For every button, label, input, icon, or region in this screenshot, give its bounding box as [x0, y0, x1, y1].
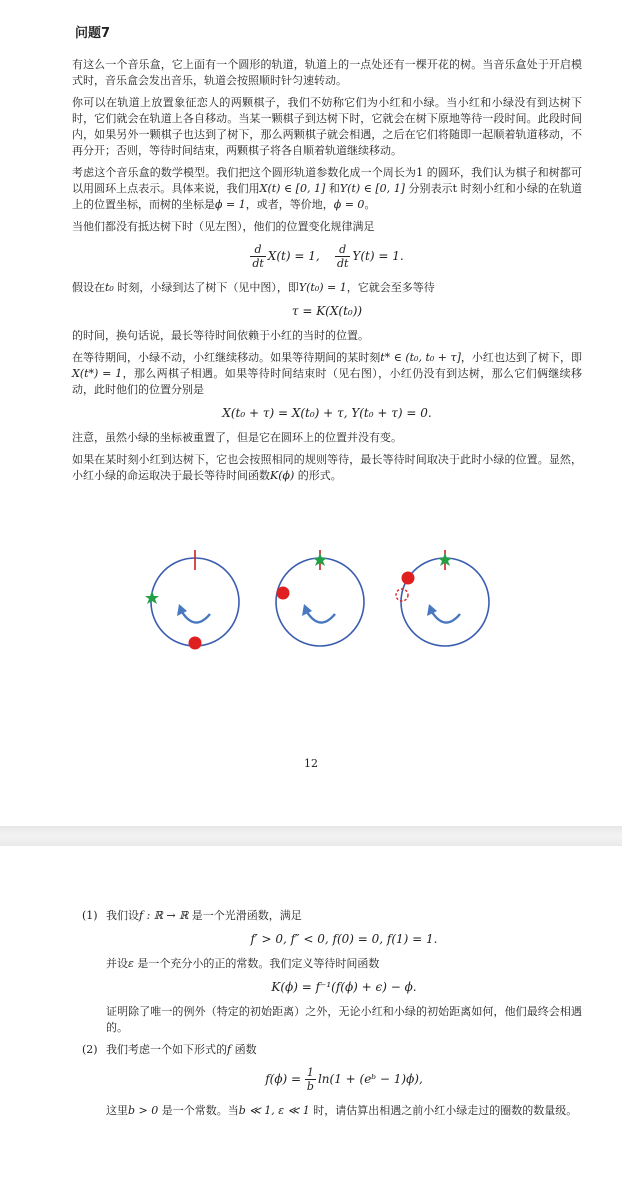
- arrow-head-icon: [177, 604, 187, 616]
- text: 和: [325, 182, 340, 195]
- text: 假设在: [72, 281, 105, 294]
- track-circle: [151, 558, 239, 646]
- text: 的形式。: [294, 469, 342, 482]
- page-number: 12: [304, 757, 318, 770]
- question-label: (1): [82, 909, 98, 922]
- text: 我们考虑一个如下形式的: [106, 1043, 227, 1056]
- paragraph-intro: 有这么一个音乐盒，它上面有一个圆形的轨道，轨道上的一点处还有一棵开花的树。当音乐盒处于开启模式时，音乐盒会发出音乐，轨道会按照顺时针匀速转动。: [72, 58, 582, 87]
- clockwise-arrow-icon: [432, 612, 460, 623]
- math: Y(t) ∈ [0, 1]: [339, 182, 405, 195]
- text: 是一个光滑函数，满足: [188, 909, 302, 922]
- math: ϕ = 0: [333, 198, 365, 211]
- page-gap: [0, 826, 622, 846]
- frac-den: dt: [336, 257, 349, 270]
- frac-num: d: [250, 243, 265, 257]
- text: 。: [364, 198, 376, 211]
- figure-middle: [265, 540, 375, 660]
- frac-den: b: [306, 1080, 314, 1093]
- equation-tau: τ = K(X(t₀)): [291, 304, 363, 318]
- eq-rhs: ln(1 + (eᵇ − 1)ϕ),: [317, 1072, 423, 1086]
- paragraph-model: [72, 165, 582, 213]
- clockwise-arrow-icon: [182, 612, 210, 623]
- problem-body: [72, 22, 582, 490]
- math: t* ∈ (t₀, t₀ + τ]: [380, 351, 461, 364]
- fraction-d-dt: [335, 243, 350, 270]
- equation-velocity: [72, 243, 582, 270]
- paragraph-pieces: 你可以在轨道上放置象征恋人的两颗棋子，我们不妨称它们为小红和小绿。当小红和小绿没有到达树下时，它们就会在轨道上各自移动。当某一颗棋子到达树下时，它就会在树下原地等待一段时间。此段时间内，如果另外一颗棋子也达到了树下，那么两颗棋子就会相遇，之后在它们将随即一起顺着轨道移动，不再分开；否则，等待时间结束，两颗棋子将各自顺着轨道继续移动。: [72, 96, 582, 157]
- math: ϕ = 1: [215, 198, 246, 211]
- fraction-1-b: [305, 1066, 316, 1093]
- paragraph-note: 注意，虽然小绿的坐标被重置了，但是它在圆环上的位置并没有变。: [72, 431, 402, 444]
- track-circle: [401, 558, 489, 646]
- equation-f-log: [106, 1066, 582, 1093]
- math: ε: [128, 957, 134, 970]
- fraction-d-dt: [250, 243, 265, 270]
- math: f : ℝ → ℝ: [139, 909, 189, 922]
- red-piece: [402, 572, 415, 585]
- math: X(t) ∈ [0, 1]: [259, 182, 326, 195]
- math: b ≪ 1, ε ≪ 1: [238, 1104, 310, 1117]
- text: ，那么两棋子相遇。如果等待时间结束时（见右图），小红仍没有到达树，那么它们俩继续移动，此时他们的位置分别是: [72, 367, 583, 396]
- text: 在等待期间，小绿不动，小红继续移动。如果等待期间的某时刻: [72, 351, 381, 364]
- question-text: [106, 1042, 582, 1058]
- paragraph-waiting: [72, 350, 582, 398]
- paragraph-wait: 的时间，换句话说，最长等待时间依赖于小红的当时的位置。: [72, 329, 369, 342]
- text: 这里: [106, 1104, 128, 1117]
- clockwise-arrow-icon: [307, 612, 335, 623]
- text: 时，请估算出相遇之前小红小绿走过的圈数的数量级。: [309, 1104, 578, 1117]
- text: 考虑这个音乐盒的数学模型。我们把这个圆形轨道参数化成一个周长为1 的圆环，我们认为棋子和树都可以用圆环上点表示。具体来说，我们用: [72, 166, 582, 195]
- question-text: [106, 1103, 582, 1119]
- frac-den: dt: [252, 257, 264, 270]
- problem-title: 问题7: [75, 26, 111, 41]
- math: f: [227, 1043, 232, 1056]
- frac-num: d: [335, 243, 350, 257]
- equation-f-conditions: f′ > 0, f″ < 0, f(0) = 0, f(1) = 1.: [250, 932, 438, 946]
- track-circle: [276, 558, 364, 646]
- text: 如果在某时刻小红到达树下，它也会按照相同的规则等待，最长等待时间取决于此时小绿的位置。显然，小红小绿的命运取决于最长等待时间函数: [72, 453, 582, 482]
- question-text: [106, 908, 582, 924]
- question-text: 证明除了唯一的例外（特定的初始距离）之外，无论小红和小绿的初始距离如何，他们最终会相遇的。: [106, 1005, 582, 1034]
- arrow-head-icon: [302, 604, 312, 616]
- paragraph-arrival: [72, 280, 582, 296]
- figure-right: [390, 540, 500, 660]
- text: ，小红也达到了树下，即: [460, 351, 583, 364]
- math: b > 0: [128, 1104, 159, 1117]
- text: 时刻，小绿到达了树下（见中图），即: [113, 281, 299, 294]
- eq-lhs: f(ϕ) =: [265, 1072, 302, 1086]
- equation-k: K(ϕ) = f⁻¹(f(ϕ) + ϵ) − ϕ.: [271, 980, 417, 994]
- equation-reset: X(t₀ + τ) = X(t₀) + τ, Y(t₀ + τ) = 0.: [222, 406, 432, 420]
- math: X(t*) = 1: [72, 367, 123, 380]
- text: ，或者，等价地，: [245, 198, 334, 211]
- arrow-head-icon: [427, 604, 437, 616]
- figures: [140, 540, 500, 665]
- figure-left: [140, 540, 250, 660]
- text: 我们设: [106, 909, 139, 922]
- question-1: [82, 908, 582, 1036]
- red-piece: [189, 637, 202, 650]
- eq-y: Y(t) = 1.: [352, 249, 404, 263]
- eq-x: X(t) = 1,: [267, 249, 320, 263]
- question-2: [82, 1042, 582, 1119]
- green-piece-star-icon: [145, 591, 159, 604]
- math: K(ϕ): [270, 469, 295, 482]
- text: ，它就会至多等待: [346, 281, 435, 294]
- text: 是一个常数。当: [158, 1104, 239, 1117]
- text: 是一个充分小的正的常数。我们定义等待时间函数: [133, 957, 380, 970]
- paragraph-fate: [72, 452, 582, 484]
- text: 并设: [106, 957, 128, 970]
- text: 分别表示t 时刻小红和小绿的在轨道上的位置坐标，而树的坐标是: [72, 182, 583, 211]
- red-piece: [277, 587, 290, 600]
- paragraph-motion: 当他们都没有抵达树下时（见左图），他们的位置变化规律满足: [72, 220, 375, 233]
- math: t₀: [105, 281, 114, 294]
- question-label: (2): [82, 1043, 98, 1056]
- math: Y(t₀) = 1: [298, 281, 347, 294]
- frac-num: 1: [305, 1066, 316, 1080]
- text: 函数: [231, 1043, 257, 1056]
- questions: [82, 908, 582, 1125]
- question-text: [106, 956, 582, 972]
